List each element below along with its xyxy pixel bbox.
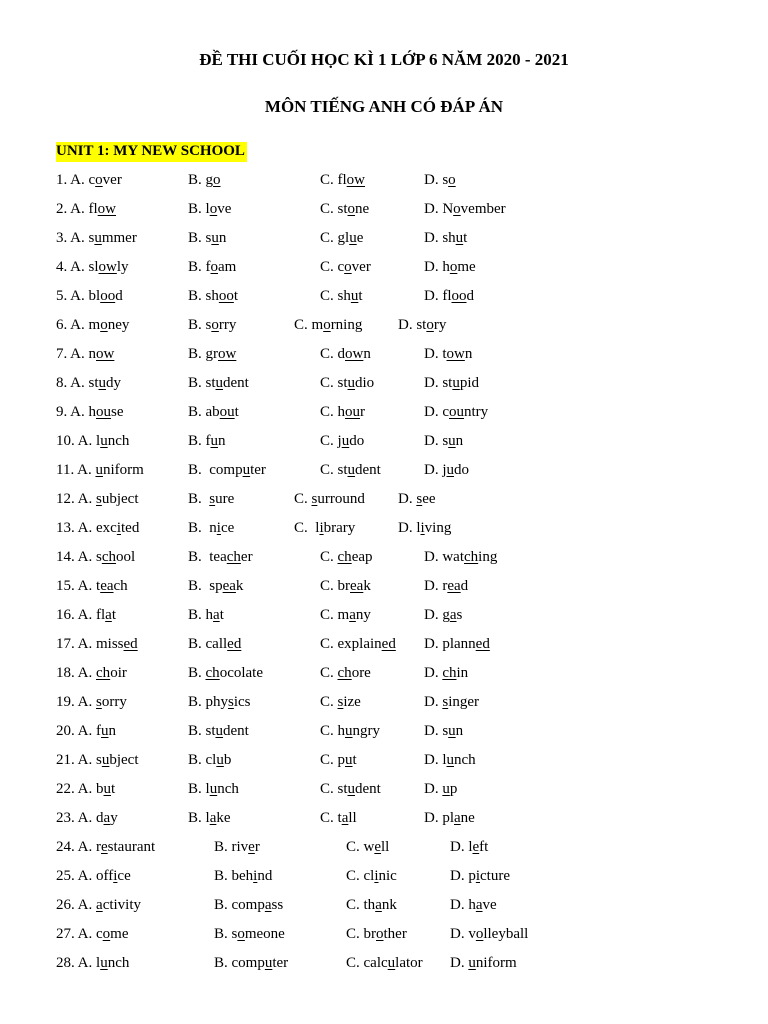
underlined-sound: o	[323, 317, 331, 333]
option-d: D. November	[424, 201, 506, 217]
option-a: 21. A. subject	[56, 752, 139, 768]
underlined-sound: u	[448, 723, 456, 739]
option-a: 20. A. fun	[56, 723, 116, 739]
option-c: C. studio	[320, 375, 375, 391]
underlined-sound: o	[209, 201, 218, 217]
underlined-sound: u	[215, 375, 224, 391]
option-b: B. grow	[188, 346, 237, 362]
unit-heading: UNIT 1: MY NEW SCHOOL	[56, 142, 247, 162]
underlined-sound: u	[349, 230, 357, 246]
option-a: 18. A. choir	[56, 665, 127, 681]
option-c: C. many	[320, 607, 371, 623]
underlined-sound: o	[344, 259, 352, 275]
underlined-sound: e	[101, 839, 108, 855]
option-b: B. love	[188, 201, 232, 217]
underlined-sound: s	[209, 491, 216, 507]
underlined-sound: u	[101, 752, 110, 768]
option-c: C. glue	[320, 230, 364, 246]
underlined-sound: ch	[337, 549, 352, 565]
underlined-sound: o	[211, 317, 219, 333]
underlined-sound: ed	[381, 636, 396, 652]
underlined-sound: o	[102, 926, 111, 942]
option-d: D. stupid	[424, 375, 480, 391]
underlined-sound: u	[446, 462, 454, 478]
underlined-sound: a	[105, 607, 112, 623]
option-d: D. sun	[424, 433, 464, 449]
option-d: D. home	[424, 259, 476, 275]
option-c: C. break	[320, 578, 371, 594]
underlined-sound: ch	[205, 665, 220, 681]
underlined-sound: ch	[442, 665, 457, 681]
option-c: C. stone	[320, 201, 370, 217]
option-d: D. flood	[424, 288, 474, 304]
document-title: ĐỀ THI CUỐI HỌC KÌ 1 LỚP 6 NĂM 2020 - 2021	[199, 50, 569, 69]
underlined-sound: a	[449, 607, 457, 623]
underlined-sound: u	[345, 723, 353, 739]
option-b: B. sure	[188, 491, 235, 507]
option-c: C. brother	[346, 926, 407, 942]
underlined-sound: ed	[123, 636, 138, 652]
underlined-sound: u	[347, 375, 356, 391]
underlined-sound: ea	[447, 578, 461, 594]
underlined-sound: i	[113, 868, 118, 884]
option-c: C. student	[320, 781, 381, 797]
underlined-sound: e	[472, 839, 480, 855]
option-a: 9. A. house	[56, 404, 124, 420]
option-d: D. have	[450, 897, 497, 913]
underlined-sound: ou	[219, 404, 235, 420]
option-a: 12. A. subject	[56, 491, 139, 507]
underlined-sound: u	[242, 462, 251, 478]
option-b: B. go	[188, 172, 221, 188]
option-a: 28. A. lunch	[56, 955, 130, 971]
underlined-sound: o	[347, 201, 356, 217]
underlined-sound: ed	[475, 636, 490, 652]
underlined-sound: ch	[101, 549, 117, 565]
underlined-sound: ow	[345, 346, 364, 362]
underlined-sound: o	[237, 926, 245, 942]
option-a: 7. A. now	[56, 346, 115, 362]
option-a: 13. A. excited	[56, 520, 140, 536]
underlined-sound: o	[426, 317, 434, 333]
option-d: D. lunch	[424, 752, 476, 768]
underlined-sound: o	[376, 926, 384, 942]
underlined-sound: u	[94, 230, 102, 246]
underlined-sound: i	[216, 520, 221, 536]
option-a: 25. A. office	[56, 868, 131, 884]
option-d: D. see	[398, 491, 436, 507]
option-a: 4. A. slowly	[56, 259, 129, 275]
option-b: B. nice	[188, 520, 235, 536]
underlined-sound: u	[100, 955, 108, 971]
option-d: D. plane	[424, 810, 475, 826]
option-b: B. sun	[188, 230, 227, 246]
option-c: C. hour	[320, 404, 366, 420]
option-a: 15. A. teach	[56, 578, 128, 594]
option-d: D. town	[424, 346, 473, 362]
underlined-sound: e	[248, 839, 255, 855]
underlined-sound: oo	[100, 288, 116, 304]
document-subtitle: MÔN TIẾNG ANH CÓ ĐÁP ÁN	[264, 97, 504, 116]
underlined-sound: s	[311, 491, 318, 507]
underlined-sound: u	[215, 723, 224, 739]
underlined-sound: s	[228, 694, 234, 710]
option-a: 24. A. restaurant	[56, 839, 156, 855]
underlined-sound: s	[416, 491, 423, 507]
underlined-sound: o	[213, 172, 221, 188]
underlined-sound: a	[209, 810, 217, 826]
underlined-sound: ow	[96, 346, 115, 362]
underlined-sound: u	[103, 781, 112, 797]
option-d: D. gas	[424, 607, 463, 623]
option-a: 16. A. flat	[56, 607, 117, 623]
underlined-sound: u	[216, 752, 224, 768]
option-c: C. tall	[320, 810, 357, 826]
underlined-sound: a	[264, 897, 272, 913]
option-c: C. well	[346, 839, 390, 855]
underlined-sound: u	[350, 288, 359, 304]
underlined-sound: i	[475, 868, 481, 884]
underlined-sound: s	[96, 694, 102, 710]
underlined-sound: u	[347, 781, 356, 797]
option-b: B. teacher	[188, 549, 253, 565]
underlined-sound: ow	[98, 259, 117, 275]
underlined-sound: u	[264, 955, 273, 971]
underlined-sound: u	[95, 462, 103, 478]
underlined-sound: s	[442, 694, 449, 710]
option-a: 14. A. school	[56, 549, 136, 565]
option-d: D. chin	[424, 665, 469, 681]
option-c: C. calculator	[346, 955, 423, 971]
option-a: 17. A. missed	[56, 636, 138, 652]
underlined-sound: u	[452, 375, 460, 391]
option-a: 2. A. flow	[56, 201, 117, 217]
underlined-sound: u	[211, 230, 219, 246]
option-d: D. judo	[424, 462, 469, 478]
option-a: 6. A. money	[56, 317, 130, 333]
underlined-sound: u	[341, 433, 350, 449]
underlined-sound: s	[337, 694, 344, 710]
underlined-sound: ea	[350, 578, 364, 594]
underlined-sound: ou	[345, 404, 361, 420]
option-b: B. hat	[188, 607, 224, 623]
option-d: D. left	[450, 839, 489, 855]
option-b: B. computer	[214, 955, 289, 971]
option-a: 5. A. blood	[56, 288, 123, 304]
option-c: C. explained	[320, 636, 396, 652]
option-a: 23. A. day	[56, 810, 118, 826]
option-c: C. put	[320, 752, 357, 768]
option-c: C. library	[294, 520, 356, 536]
underlined-sound: ow	[446, 346, 465, 362]
underlined-sound: o	[95, 172, 103, 188]
option-b: B. computer	[188, 462, 266, 478]
option-d: D. country	[424, 404, 489, 420]
option-d: D. read	[424, 578, 469, 594]
underlined-sound: oo	[451, 288, 467, 304]
option-b: B. about	[188, 404, 239, 420]
option-d: D. planned	[424, 636, 490, 652]
underlined-sound: i	[319, 520, 324, 536]
underlined-sound: a	[454, 810, 461, 826]
option-b: B. behind	[214, 868, 273, 884]
underlined-sound: ou	[96, 404, 112, 420]
underlined-sound: o	[453, 201, 461, 217]
underlined-sound: a	[375, 897, 382, 913]
option-a: 3. A. summer	[56, 230, 137, 246]
option-d: D. so	[424, 172, 456, 188]
option-a: 22. A. but	[56, 781, 116, 797]
underlined-sound: ou	[449, 404, 464, 420]
option-b: B. student	[188, 723, 249, 739]
option-c: C. student	[320, 462, 381, 478]
underlined-sound: o	[448, 172, 456, 188]
underlined-sound: o	[449, 259, 458, 275]
underlined-sound: e	[374, 839, 382, 855]
option-c: C. morning	[294, 317, 363, 333]
underlined-sound: u	[101, 723, 109, 739]
option-b: B. someone	[214, 926, 285, 942]
underlined-sound: u	[448, 433, 456, 449]
underlined-sound: ch	[226, 549, 241, 565]
underlined-sound: ow	[97, 201, 117, 217]
option-d: D. volleyball	[450, 926, 529, 942]
underlined-sound: u	[446, 752, 454, 768]
underlined-sound: o	[475, 926, 484, 942]
underlined-sound: ch	[464, 549, 479, 565]
option-c: C. chore	[320, 665, 371, 681]
underlined-sound: u	[455, 230, 464, 246]
option-c: C. judo	[320, 433, 365, 449]
option-c: C. hungry	[320, 723, 381, 739]
option-a: 10. A. lunch	[56, 433, 130, 449]
underlined-sound: ch	[337, 665, 352, 681]
option-c: C. shut	[320, 288, 363, 304]
option-d: D. shut	[424, 230, 468, 246]
option-b: B. sorry	[188, 317, 237, 333]
underlined-sound: i	[116, 520, 121, 536]
underlined-sound: i	[374, 868, 379, 884]
option-d: D. sun	[424, 723, 464, 739]
underlined-sound: i	[420, 520, 425, 536]
option-c: C. cover	[320, 259, 371, 275]
option-a: 1. A. cover	[56, 172, 122, 188]
option-c: C. surround	[294, 491, 365, 507]
underlined-sound: a	[475, 897, 483, 913]
underlined-sound: a	[96, 897, 103, 913]
option-b: B. foam	[188, 259, 237, 275]
underlined-sound: u	[210, 433, 218, 449]
underlined-sound: ed	[227, 636, 242, 652]
underlined-sound: a	[213, 607, 220, 623]
option-a: 8. A. study	[56, 375, 122, 391]
option-b: B. river	[214, 839, 260, 855]
option-c: C. cheap	[320, 549, 373, 565]
underlined-sound: ow	[346, 172, 366, 188]
option-d: D. singer	[424, 694, 480, 710]
underlined-sound: u	[100, 433, 108, 449]
underlined-sound: u	[468, 955, 476, 971]
underlined-sound: a	[349, 607, 356, 623]
option-b: B. lake	[188, 810, 231, 826]
option-b: B. club	[188, 752, 232, 768]
underlined-sound: ea	[100, 578, 114, 594]
option-a: 27. A. come	[56, 926, 129, 942]
underlined-sound: oo	[218, 288, 234, 304]
option-b: B. called	[188, 636, 242, 652]
underlined-sound: o	[210, 259, 218, 275]
option-c: C. flow	[320, 172, 366, 188]
option-d: D. living	[398, 520, 452, 536]
option-b: B. compass	[214, 897, 284, 913]
underlined-sound: ch	[96, 665, 111, 681]
option-c: C. clinic	[346, 868, 397, 884]
option-a: 19. A. sorry	[56, 694, 127, 710]
underlined-sound: u	[345, 752, 353, 768]
underlined-sound: a	[103, 810, 111, 826]
underlined-sound: u	[347, 462, 356, 478]
underlined-sound: u	[442, 781, 450, 797]
option-a: 11. A. uniform	[56, 462, 144, 478]
option-b: B. shoot	[188, 288, 239, 304]
option-d: D. story	[398, 317, 447, 333]
option-b: B. physics	[188, 694, 251, 710]
underlined-sound: o	[100, 317, 108, 333]
underlined-sound: ow	[218, 346, 237, 362]
option-b: B. chocolate	[188, 665, 263, 681]
underlined-sound: ea	[222, 578, 236, 594]
option-b: B. speak	[188, 578, 244, 594]
option-d: D. up	[424, 781, 458, 797]
option-a: 26. A. activity	[56, 897, 142, 913]
underlined-sound: a	[341, 810, 349, 826]
option-c: C. down	[320, 346, 371, 362]
option-c: C. thank	[346, 897, 397, 913]
option-d: D. picture	[450, 868, 510, 884]
underlined-sound: u	[209, 781, 218, 797]
underlined-sound: u	[98, 375, 107, 391]
option-d: D. uniform	[450, 955, 517, 971]
option-b: B. lunch	[188, 781, 239, 797]
option-c: C. size	[320, 694, 361, 710]
option-d: D. watching	[424, 549, 498, 565]
option-b: B. student	[188, 375, 249, 391]
underlined-sound: s	[96, 491, 102, 507]
underlined-sound: i	[253, 868, 258, 884]
underlined-sound: u	[387, 955, 396, 971]
option-b: B. fun	[188, 433, 226, 449]
